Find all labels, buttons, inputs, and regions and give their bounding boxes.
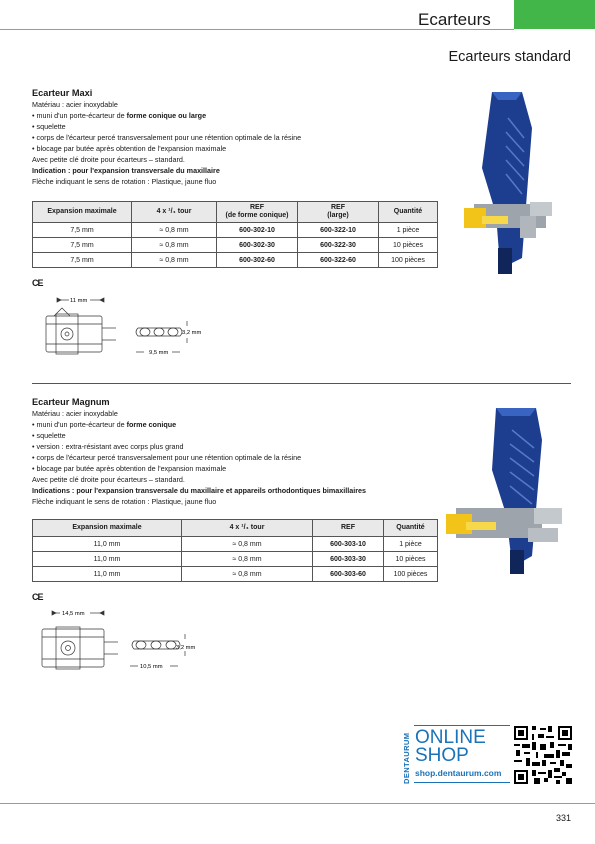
qr-code-icon[interactable] [514, 726, 572, 784]
technical-drawing-maxi [32, 292, 222, 362]
desc-line: • muni d'un porte-écarteur de forme conique [32, 420, 177, 429]
desc-line: Avec petite clé droite pour écarteurs – standard. [32, 475, 185, 484]
table-row: 11,0 mm ≈ 0,8 mm 600-303-30 10 pièces [33, 552, 438, 567]
desc-line: • corps de l'écarteur percé transversalement pour une rétention optimale de la résine [32, 133, 302, 142]
ce-mark: CE [32, 592, 43, 602]
table-header: Quantité [379, 202, 438, 223]
product-description-maxi [32, 99, 301, 187]
desc-line: Flèche indiquant le sens de rotation : Plastique, jaune fluo [32, 177, 217, 186]
spec-table-maxi [32, 201, 438, 268]
desc-line: • muni d'un porte-écarteur de forme conique ou large [32, 111, 207, 120]
desc-line: • squelette [32, 431, 66, 440]
desc-line: Matériau : acier inoxydable [32, 100, 118, 109]
table-header: Expansion maximale [33, 520, 182, 537]
table-header: Quantité [384, 520, 438, 537]
desc-line: • corps de l'écarteur percé transversalement pour une rétention optimale de la résine [32, 453, 302, 462]
desc-line: • blocage par butée après obtention de l'expansion maximale [32, 464, 227, 473]
brand-vertical: DENTAURUM [402, 732, 411, 784]
table-row: 7,5 mm ≈ 0,8 mm 600-302-60 600-322-60 100 pièces [33, 253, 438, 268]
table-header: 4 x ¹/₄ tour [132, 202, 217, 223]
desc-line: Flèche indiquant le sens de rotation : Plastique, jaune fluo [32, 497, 217, 506]
page-number: 331 [555, 813, 571, 823]
product-title-maxi: Ecarteur Maxi [32, 88, 93, 98]
shop-line2: SHOP [415, 745, 469, 766]
online-shop-banner[interactable] [400, 725, 511, 785]
product-title-magnum: Ecarteur Magnum [32, 397, 110, 407]
product-image-magnum [440, 404, 565, 579]
section-divider [32, 383, 571, 384]
table-header: REF [313, 520, 384, 537]
table-header: Expansion maximale [33, 202, 132, 223]
table-row: 11,0 mm ≈ 0,8 mm 600-303-10 1 pièce [33, 537, 438, 552]
technical-drawing-magnum [32, 605, 222, 677]
footer-divider [0, 803, 595, 804]
ce-mark: CE [32, 278, 43, 288]
header-divider [0, 29, 514, 30]
desc-line: Indications : pour l'expansion transversale du maxillaire et appareils orthodontiques bimaxillaires [32, 486, 367, 495]
dim-pitch: 10,5 mm [140, 664, 163, 670]
shop-line1: ONLINE [415, 727, 486, 748]
product-image-maxi [460, 88, 560, 278]
page-title: Ecarteurs [418, 10, 491, 29]
dim-height: 3,2 mm [182, 330, 202, 336]
product-description-magnum [32, 408, 366, 507]
desc-line: • squelette [32, 122, 66, 131]
desc-line: Indication : pour l'expansion transversale du maxillaire [32, 166, 220, 175]
table-row: 7,5 mm ≈ 0,8 mm 600-302-30 600-322-30 10 pièces [33, 238, 438, 253]
table-header: 4 x ¹/₄ tour [182, 520, 313, 537]
dim-pitch: 9,5 mm [149, 350, 169, 356]
desc-line: Matériau : acier inoxydable [32, 409, 118, 418]
table-header: REF (de forme conique) [217, 202, 298, 223]
dim-height: 3,2 mm [176, 645, 196, 651]
table-header: REF (large) [298, 202, 379, 223]
section-color-tab [514, 0, 595, 29]
desc-line: • blocage par butée après obtention de l'expansion maximale [32, 144, 227, 153]
page-subtitle: Ecarteurs standard [448, 49, 571, 65]
table-row: 11,0 mm ≈ 0,8 mm 600-303-60 100 pièces [33, 567, 438, 582]
desc-line: Avec petite clé droite pour écarteurs – standard. [32, 155, 185, 164]
shop-url[interactable]: shop.dentaurum.com [415, 768, 502, 778]
spec-table-magnum [32, 519, 438, 582]
dim-width: 14,5 mm [62, 611, 85, 617]
desc-line: • version : extra-résistant avec corps plus grand [32, 442, 184, 451]
table-row: 7,5 mm ≈ 0,8 mm 600-302-10 600-322-10 1 pièce [33, 223, 438, 238]
dim-width: 11 mm [70, 298, 88, 304]
